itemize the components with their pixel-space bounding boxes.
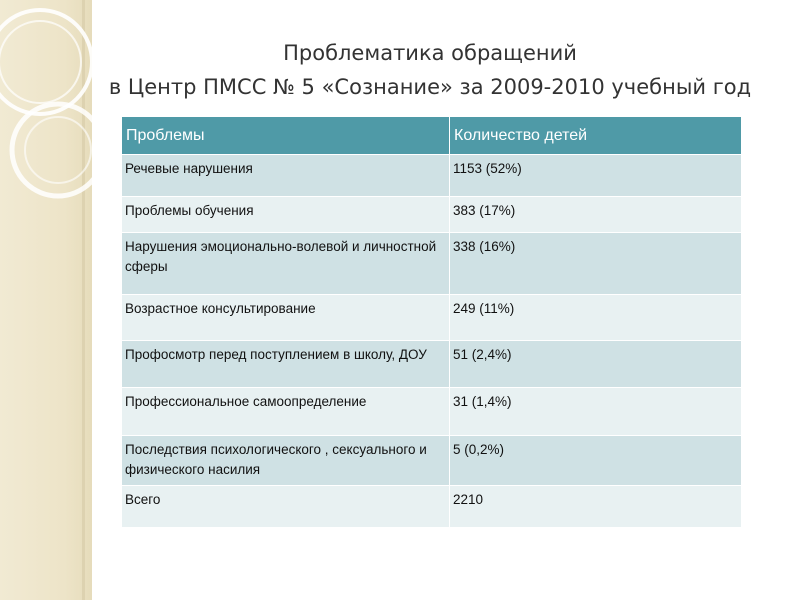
count-cell: 383 (17%) (450, 197, 742, 233)
problem-cell: Последствия психологического , сексуального и физического насилия (122, 436, 450, 486)
problem-cell: Нарушения эмоционально-волевой и личностной сферы (122, 233, 450, 295)
table-row (122, 436, 742, 486)
table-row (122, 388, 742, 436)
table-row (122, 295, 742, 341)
count-cell: 31 (1,4%) (450, 388, 742, 436)
table-row (122, 155, 742, 197)
problem-cell: Проблемы обучения (122, 197, 450, 233)
table-row (122, 197, 742, 233)
count-cell: 51 (2,4%) (450, 341, 742, 388)
column-header-problems: Проблемы (122, 117, 450, 155)
problem-cell: Профосмотр перед поступлением в школу, ДОУ (122, 341, 450, 388)
table-header-row (122, 117, 742, 155)
problem-cell: Профессиональное самоопределение (122, 388, 450, 436)
problems-table (121, 116, 742, 528)
table-row (122, 233, 742, 295)
table-row-total (122, 486, 742, 528)
slide-title (80, 36, 780, 104)
count-cell: 5 (0,2%) (450, 436, 742, 486)
total-label-cell: Всего (122, 486, 450, 528)
count-cell: 338 (16%) (450, 233, 742, 295)
column-header-children-count: Количество детей (450, 117, 742, 155)
total-count-cell: 2210 (450, 486, 742, 528)
count-cell: 1153 (52%) (450, 155, 742, 197)
table-row (122, 341, 742, 388)
count-cell: 249 (11%) (450, 295, 742, 341)
problem-cell: Возрастное консультирование (122, 295, 450, 341)
slide-title-line-2: в Центр ПМСС № 5 «Сознание» за 2009-2010 учебный год (108, 75, 752, 99)
slide-title-line-1: Проблематика обращений (283, 41, 577, 65)
problem-cell: Речевые нарушения (122, 155, 450, 197)
